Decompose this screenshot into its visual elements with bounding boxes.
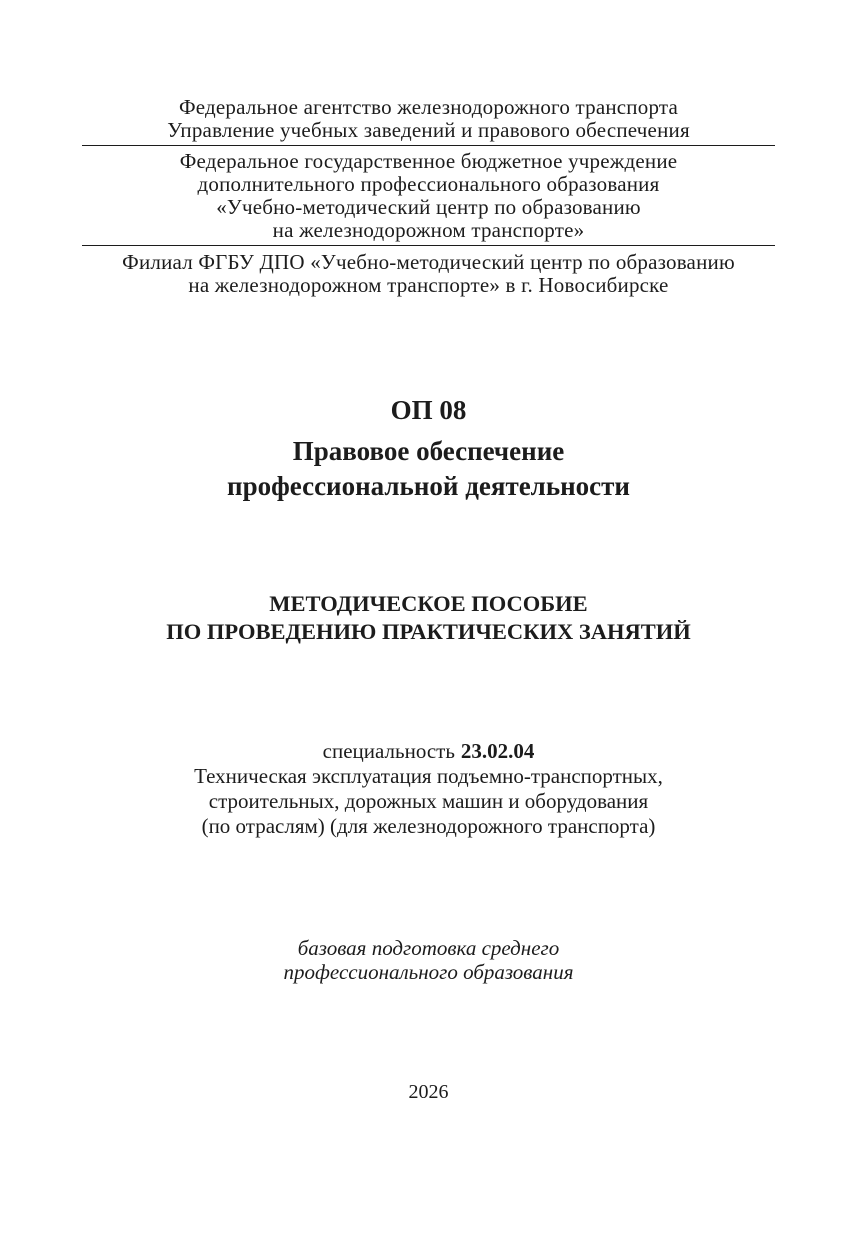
specialty-heading	[82, 739, 775, 764]
specialty-label: специальность	[322, 739, 455, 763]
discipline-title-block	[82, 392, 775, 504]
specialty-code: 23.02.04	[460, 739, 535, 763]
specialty-name-line-3: (по отраслям) (для железнодорожного транспорта)	[201, 814, 656, 838]
document-type-line-1: МЕТОДИЧЕСКОЕ ПОСОБИЕ	[269, 591, 588, 616]
branch-block	[82, 251, 775, 297]
agency-department: Управление учебных заведений и правового обеспечения	[167, 118, 690, 142]
training-level-line-2: профессионального образования	[283, 960, 574, 984]
institution-line-2: дополнительного профессионального образования	[197, 172, 660, 196]
branch-line-2: на железнодорожном транспорте» в г. Новосибирске	[188, 273, 669, 297]
specialty-name-line-2: строительных, дорожных машин и оборудования	[208, 789, 649, 813]
agency-header	[82, 0, 775, 142]
publication-year: 2026	[408, 1081, 449, 1103]
training-level-line-1: базовая подготовка среднего	[297, 936, 560, 960]
discipline-name-line-2: профессиональной деятельности	[227, 471, 630, 501]
divider-line-top	[82, 145, 775, 146]
discipline-code: ОП 08	[390, 395, 467, 425]
branch-line-1: Филиал ФГБУ ДПО «Учебно-методический центр по образованию	[122, 250, 735, 274]
agency-name: Федеральное агентство железнодорожного транспорта	[178, 95, 679, 119]
specialty-block	[82, 739, 775, 839]
document-type-block	[82, 590, 775, 646]
training-level-block	[82, 936, 775, 984]
institution-block	[82, 150, 775, 242]
institution-line-3: «Учебно-методический центр по образованию	[216, 195, 641, 219]
specialty-name-line-1: Техническая эксплуатация подъемно-транспортных,	[194, 764, 663, 788]
document-type-line-2: ПО ПРОВЕДЕНИЮ ПРАКТИЧЕСКИХ ЗАНЯТИЙ	[166, 619, 691, 644]
divider-line-bottom	[82, 245, 775, 246]
institution-line-4: на железнодорожном транспорте»	[272, 218, 585, 242]
institution-line-1: Федеральное государственное бюджетное учреждение	[179, 149, 678, 173]
discipline-name-line-1: Правовое обеспечение	[292, 436, 565, 466]
